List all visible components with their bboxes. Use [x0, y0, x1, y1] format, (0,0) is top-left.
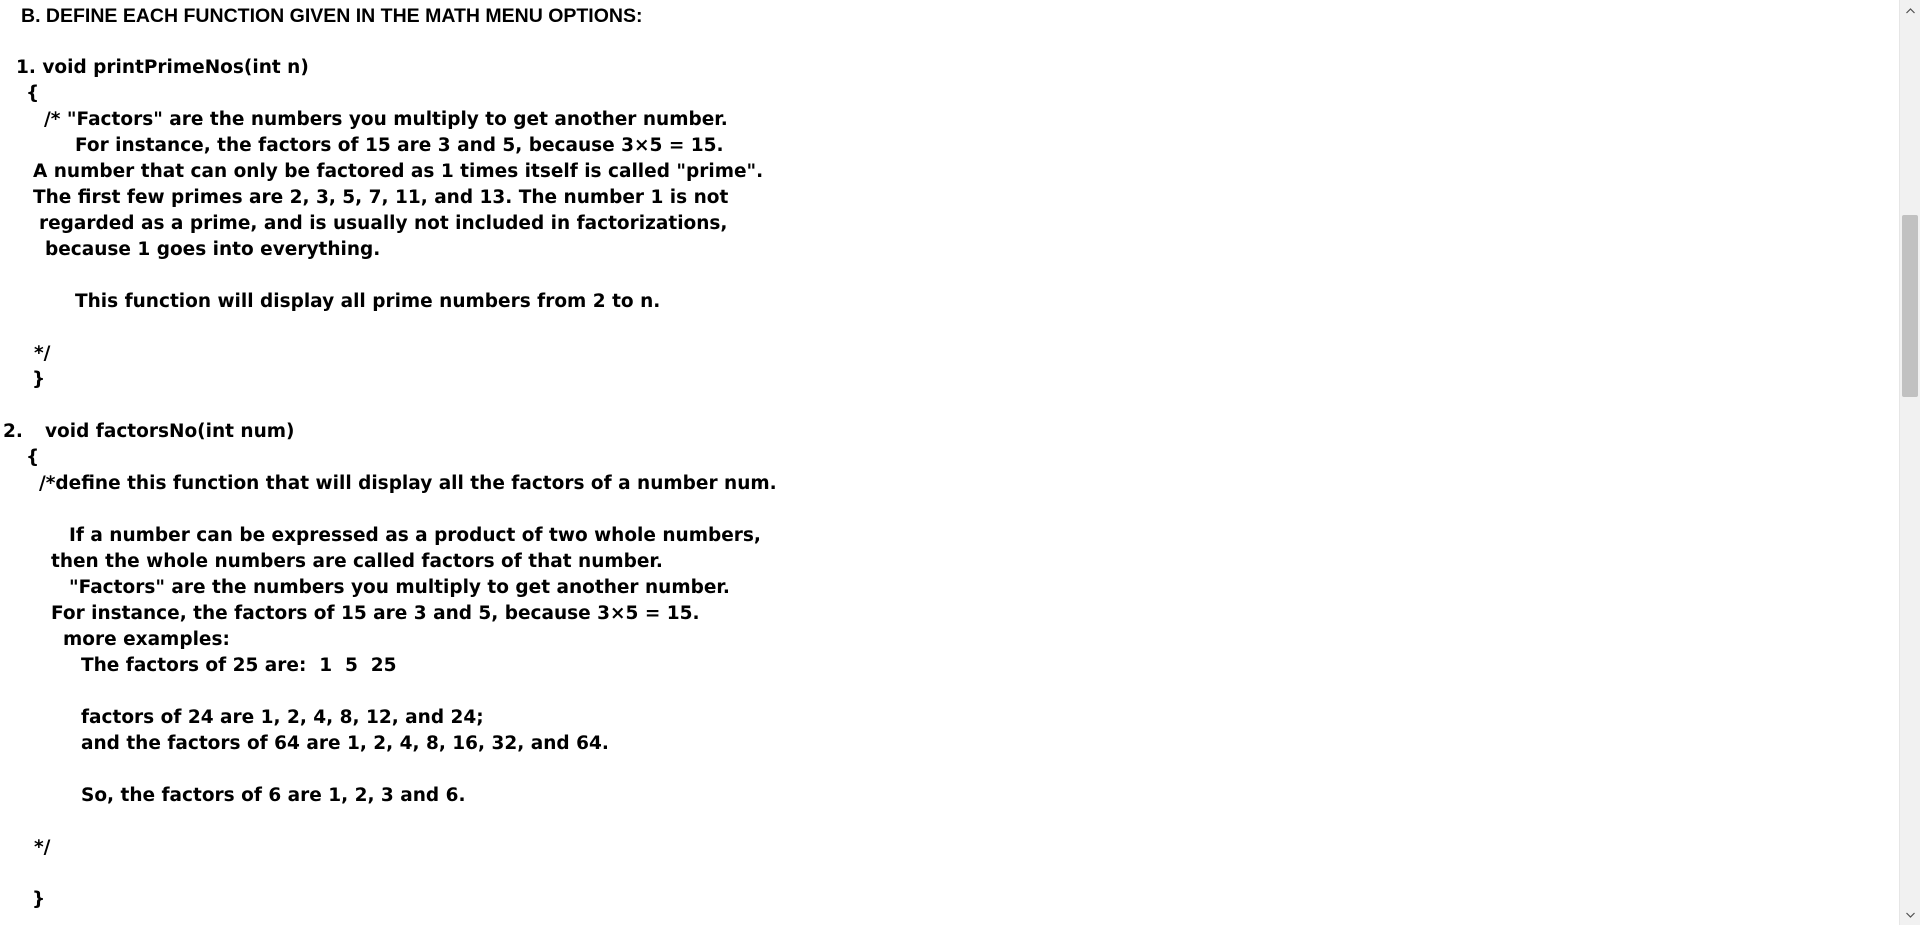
comment-line: The first few primes are 2, 3, 5, 7, 11, and 13. The number 1 is not [33, 187, 729, 208]
function-signature-factors-no: void factorsNo(int num) [45, 421, 295, 442]
chevron-up-icon[interactable] [1900, 2, 1920, 19]
comment-line: This function will display all prime numbers from 2 to n. [75, 291, 661, 312]
comment-line: A number that can only be factored as 1 times itself is called "prime". [33, 161, 764, 182]
comment-line: The factors of 25 are: 1 5 25 [81, 655, 397, 676]
comment-line: regarded as a prime, and is usually not included in factorizations, [39, 213, 728, 234]
comment-end: */ [34, 343, 51, 364]
scrollbar-thumb[interactable] [1902, 215, 1918, 397]
comment-line: So, the factors of 6 are 1, 2, 3 and 6. [81, 785, 466, 806]
comment-line: If a number can be expressed as a product of two whole numbers, [69, 525, 761, 546]
comment-line: /*define this function that will display all the factors of a number num. [39, 473, 777, 494]
comment-line: then the whole numbers are called factors of that number. [51, 551, 663, 572]
comment-line: For instance, the factors of 15 are 3 and 5, because 3×5 = 15. [75, 135, 724, 156]
comment-line: and the factors of 64 are 1, 2, 4, 8, 16, 32, and 64. [81, 733, 609, 754]
comment-line: "Factors" are the numbers you multiply to get another number. [69, 577, 730, 598]
function-signature-print-prime-nos: 1. void printPrimeNos(int n) [16, 57, 309, 78]
comment-line: factors of 24 are 1, 2, 4, 8, 12, and 24; [81, 707, 484, 728]
open-brace: { [26, 83, 40, 104]
comment-line: because 1 goes into everything. [45, 239, 381, 260]
comment-line: For instance, the factors of 15 are 3 and 5, because 3×5 = 15. [51, 603, 700, 624]
list-number: 2. [3, 421, 23, 442]
comment-line: more examples: [63, 629, 230, 650]
chevron-down-icon[interactable] [1900, 906, 1920, 923]
section-heading: B. DEFINE EACH FUNCTION GIVEN IN THE MATH MENU OPTIONS: [21, 5, 643, 27]
open-brace: { [26, 447, 40, 468]
close-brace: } [32, 369, 46, 390]
close-brace: } [32, 889, 46, 910]
comment-line: /* "Factors" are the numbers you multiply to get another number. [44, 109, 728, 130]
comment-end: */ [34, 837, 51, 858]
vertical-scrollbar[interactable] [1899, 0, 1920, 925]
